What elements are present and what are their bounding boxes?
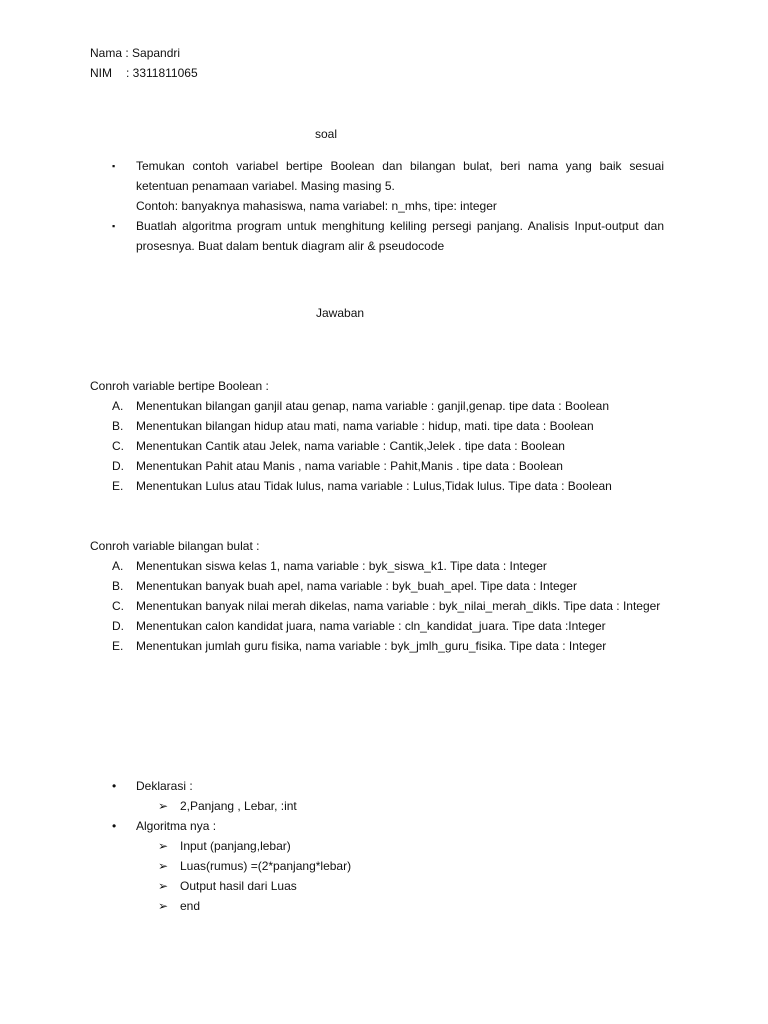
algoritma-item xyxy=(112,816,664,836)
arrow-item-text: Luas(rumus) =(2*panjang*lebar) xyxy=(180,859,352,873)
list-letter: B. xyxy=(112,579,124,593)
list-item xyxy=(112,616,664,636)
arrow-item-text: Output hasil dari Luas xyxy=(180,879,297,893)
list-item-text: Menentukan Pahit atau Manis , nama variable : Pahit,Manis . tipe data : Boolean xyxy=(136,459,563,473)
integer-heading: Conroh variable bilangan bulat : xyxy=(90,539,260,553)
integer-list xyxy=(112,556,664,656)
arrow-bullet-icon: ➢ xyxy=(158,879,169,893)
list-item-text: Menentukan calon kandidat juara, nama variable : cln_kandidat_juara. Tipe data :Integer xyxy=(136,619,606,633)
arrow-item-text: 2,Panjang , Lebar, :int xyxy=(180,799,297,813)
list-item-text: Menentukan jumlah guru fisika, nama variable : byk_jmlh_guru_fisika. Tipe data : Integer xyxy=(136,639,607,653)
arrow-item xyxy=(158,836,664,856)
list-item-text: Menentukan bilangan hidup atau mati, nama variable : hidup, mati. tipe data : Boolean xyxy=(136,419,594,433)
soal-item-text: Temukan contoh variabel bertipe Boolean dan bilangan bulat, beri nama yang baik sesuai ketentuan penamaan variabel. Masing masing 5. xyxy=(136,159,664,193)
list-letter: E. xyxy=(112,639,124,653)
soal-item-text: Buatlah algoritma program untuk menghitung keliling persegi panjang. Analisis Input-output dan prosesnya. Buat dalam bentuk diagram alir & pseudocode xyxy=(136,219,664,253)
list-item xyxy=(112,396,664,416)
soal-item-example: Contoh: banyaknya mahasiswa, nama variabel: n_mhs, tipe: integer xyxy=(136,199,497,213)
list-item-text: Menentukan siswa kelas 1, nama variable : byk_siswa_k1. Tipe data : Integer xyxy=(136,559,547,573)
list-letter: C. xyxy=(112,599,124,613)
arrow-item xyxy=(158,796,664,816)
list-letter: D. xyxy=(112,459,124,473)
list-item xyxy=(112,456,664,476)
list-item-text: Menentukan banyak buah apel, nama variable : byk_buah_apel. Tipe data : Integer xyxy=(136,579,577,593)
soal-item xyxy=(112,156,664,216)
list-letter: A. xyxy=(112,559,124,573)
algoritma-list xyxy=(158,836,664,916)
arrow-item-text: Input (panjang,lebar) xyxy=(180,839,291,853)
name-key: Nama xyxy=(90,46,123,60)
arrow-bullet-icon: ➢ xyxy=(158,859,169,873)
boolean-heading: Conroh variable bertipe Boolean : xyxy=(90,379,269,393)
list-item xyxy=(112,636,664,656)
arrow-item-text: end xyxy=(180,899,201,913)
arrow-bullet-icon: ➢ xyxy=(158,899,169,913)
list-item-text: Menentukan Lulus atau Tidak lulus, nama variable : Lulus,Tidak lulus. Tipe data : Boolean xyxy=(136,479,612,493)
list-item-text: Menentukan Cantik atau Jelek, nama variable : Cantik,Jelek . tipe data : Boolean xyxy=(136,439,565,453)
algoritma-label: Algoritma nya : xyxy=(136,819,217,833)
soal-list xyxy=(112,156,664,256)
list-letter: E. xyxy=(112,479,124,493)
deklarasi-label: Deklarasi : xyxy=(136,779,193,793)
arrow-bullet-icon: ➢ xyxy=(158,839,169,853)
arrow-bullet-icon: ➢ xyxy=(158,799,169,813)
nim-key: NIM xyxy=(90,66,112,80)
nim-value: : 3311811065 xyxy=(126,66,198,80)
soal-item xyxy=(112,216,664,256)
soal-title: soal xyxy=(315,127,338,141)
list-item xyxy=(112,576,664,596)
arrow-item xyxy=(158,856,664,876)
list-item xyxy=(112,436,664,456)
square-bullet-icon: ▪ xyxy=(112,221,116,231)
nim-row xyxy=(90,63,198,83)
jawaban-title: Jawaban xyxy=(316,306,365,320)
list-item-text: Menentukan banyak nilai merah dikelas, nama variable : byk_nilai_merah_dikls. Tipe data : Integer xyxy=(136,599,661,613)
algorithm-section xyxy=(112,776,664,916)
bullet-icon: • xyxy=(112,819,117,833)
list-letter: A. xyxy=(112,399,124,413)
name-row xyxy=(90,43,198,63)
name-value: : Sapandri xyxy=(125,46,181,60)
list-item xyxy=(112,476,664,496)
arrow-item xyxy=(158,896,664,916)
list-item xyxy=(112,416,664,436)
deklarasi-list xyxy=(158,796,664,816)
boolean-list xyxy=(112,396,664,496)
student-info xyxy=(90,43,198,83)
list-letter: D. xyxy=(112,619,124,633)
list-letter: C. xyxy=(112,439,124,453)
arrow-item xyxy=(158,876,664,896)
deklarasi-item xyxy=(112,776,664,796)
square-bullet-icon: ▪ xyxy=(112,161,116,171)
list-item xyxy=(112,596,664,616)
list-item-text: Menentukan bilangan ganjil atau genap, nama variable : ganjil,genap. tipe data : Boolean xyxy=(136,399,610,413)
list-letter: B. xyxy=(112,419,124,433)
list-item xyxy=(112,556,664,576)
bullet-icon: • xyxy=(112,779,117,793)
